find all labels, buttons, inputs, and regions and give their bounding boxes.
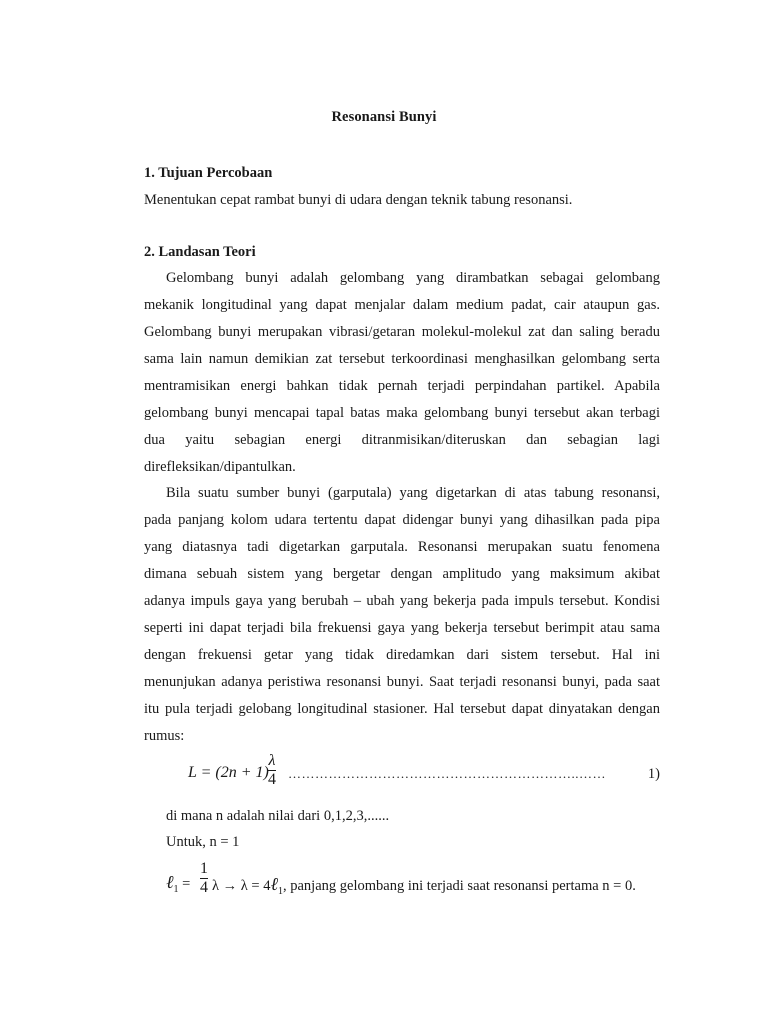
paragraph-line: dua yaitu sebagian energi ditranmisikan/diteruskan dan sebagian lagi: [144, 432, 660, 448]
paragraph-line: adanya impuls gaya yang berubah – ubah yang bekerja pada impuls tersebut. Kondisi: [144, 593, 660, 609]
paragraph-line: gelombang bunyi mencapai tapal batas maka gelombang bunyi tersebut akan terbagi: [144, 405, 660, 421]
paragraph-line: yang diatasnya tadi digetarkan garputala. Resonansi merupakan suatu fenomena: [144, 539, 660, 555]
paragraph-line: rumus:: [144, 728, 185, 744]
relation-rest: [212, 874, 636, 897]
paragraph-line: menunjukan adanya peristiwa resonansi bunyi. Saat terjadi resonansi bunyi, pada saat: [144, 674, 660, 690]
relation-arrow-text: λ → λ = 4: [212, 878, 271, 894]
ell-symbol: [166, 872, 190, 895]
paragraph-line: dengan frekuensi getar yang tidak diredamkan dari sistem tersebut. Hal ini: [144, 647, 660, 663]
paragraph-line: direfleksikan/dipantulkan.: [144, 459, 296, 475]
wavelength-relation: [166, 860, 666, 910]
case-label: Untuk, n = 1: [166, 834, 240, 850]
formula-leader-dots: ………………………………………………………..……: [288, 766, 606, 781]
ell-glyph-2: ℓ: [270, 874, 278, 894]
paragraph-line: sama lain namun demikian zat tersebut terkoordinasi menghasilkan gelombang serta: [144, 351, 660, 367]
relation-fraction: [200, 860, 208, 897]
paragraph-line: Bila suatu sumber bunyi (garputala) yang digetarkan di atas tabung resonansi,: [166, 485, 660, 501]
ell-glyph: ℓ: [166, 872, 174, 892]
section-heading-landasan: 2. Landasan Teori: [144, 244, 256, 260]
formula-lhs: L = (2n + 1): [188, 764, 269, 781]
paragraph-line: itu pula terjadi gelobang longitudinal stasioner. Hal tersebut dapat dinyatakan dengan: [144, 701, 660, 717]
paragraph-line: Gelombang bunyi merupakan vibrasi/getaran molekul-molekul zat dan saling beradu: [144, 324, 660, 340]
formula-numerator: λ: [268, 752, 276, 769]
variable-note: di mana n adalah nilai dari 0,1,2,3,......: [166, 808, 390, 824]
equals-sign: =: [178, 876, 191, 892]
section-text-tujuan: Menentukan cepat rambat bunyi di udara dengan teknik tabung resonansi.: [144, 192, 573, 208]
paragraph-line: mekanik longitudinal yang dapat menjalar dalam medium padat, cair ataupun gas.: [144, 297, 660, 313]
paragraph-line: pada panjang kolom udara tertentu dapat didengar bunyi yang dihasilkan pada pipa: [144, 512, 660, 528]
section-heading-tujuan: 1. Tujuan Percobaan: [144, 165, 273, 181]
paragraph-line: Gelombang bunyi adalah gelombang yang dirambatkan sebagai gelombang: [166, 270, 660, 286]
page-title: Resonansi Bunyi: [331, 109, 437, 125]
ell-subscript: 1: [173, 883, 179, 895]
formula-fraction: [268, 752, 276, 789]
paragraph-line: dimana sebuah sistem yang bergetar dengan amplitudo yang maksimum akibat: [144, 566, 660, 582]
relation-denominator: 4: [200, 879, 208, 896]
relation-tail-text: , panjang gelombang ini terjadi saat resonansi pertama n = 0.: [283, 878, 636, 894]
relation-numerator: 1: [200, 860, 208, 877]
paragraph-line: seperti ini dapat terjadi bila frekuensi gaya yang bekerja tersebut berimpit atau sama: [144, 620, 660, 636]
resonance-formula: [188, 752, 660, 798]
paragraph-line: mentramisikan energi bahkan tidak pernah terjadi perpindahan partikel. Apabila: [144, 378, 660, 394]
formula-denominator: 4: [268, 771, 276, 788]
ell-subscript-2: 1: [278, 885, 283, 897]
equation-number: 1): [647, 766, 660, 782]
